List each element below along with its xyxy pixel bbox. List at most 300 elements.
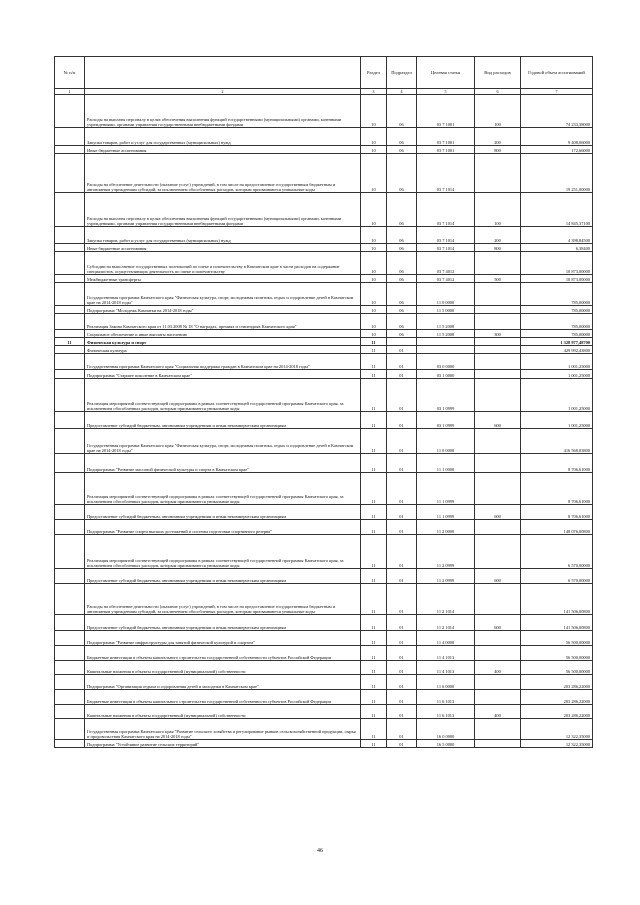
row-subsection: 01 xyxy=(387,520,417,535)
row-section: 11 xyxy=(361,661,387,675)
row-name: Закупка товаров, работ и услуг для государственных (муниципальных) нужд xyxy=(85,227,361,244)
row-section: 11 xyxy=(361,338,387,346)
row-name: Предоставление субсидий бюджетным, автономным учреждениям и иным некоммерческим организациям xyxy=(85,615,361,631)
row-section: 11 xyxy=(361,719,387,740)
row-item: 03 0 0000 xyxy=(417,354,475,370)
row-subsection: 01 xyxy=(387,346,417,354)
row-number xyxy=(55,314,85,330)
row-amount: 56 500,00000 xyxy=(521,661,593,675)
row-section: 11 xyxy=(361,429,387,454)
table-row xyxy=(55,227,593,244)
row-amount: 8 706,61000 xyxy=(521,454,593,473)
table-body xyxy=(55,95,593,748)
row-expense-type: 100 xyxy=(475,193,521,227)
table-row xyxy=(55,346,593,354)
row-subsection: 06 xyxy=(387,283,417,306)
row-subsection: 01 xyxy=(387,690,417,705)
row-number xyxy=(55,705,85,719)
row-section: 11 xyxy=(361,584,387,615)
row-section: 11 xyxy=(361,740,387,748)
row-section: 11 xyxy=(361,505,387,520)
table-row xyxy=(55,520,593,535)
table-row xyxy=(55,615,593,631)
row-name: Межбюджетные трансферты xyxy=(85,275,361,283)
row-expense-type xyxy=(475,379,521,412)
row-expense-type xyxy=(475,454,521,473)
row-item: 03 7 4012 xyxy=(417,252,475,275)
row-item: 11 6 1013 xyxy=(417,690,475,705)
row-name: Иные бюджетные ассигнования xyxy=(85,146,361,154)
row-expense-type: 500 xyxy=(475,275,521,283)
row-amount: 1 001,25000 xyxy=(521,412,593,429)
row-item: 11 1 0999 xyxy=(417,473,475,505)
row-item xyxy=(417,338,475,346)
row-amount: 785,00000 xyxy=(521,314,593,330)
row-name: Предоставление субсидий бюджетным, автономным учреждениям и иным некоммерческим организациям xyxy=(85,505,361,520)
table-row xyxy=(55,330,593,338)
row-item: 11 2 0999 xyxy=(417,569,475,584)
row-subsection: 01 xyxy=(387,370,417,379)
table-row xyxy=(55,690,593,705)
row-number xyxy=(55,330,85,338)
row-subsection: 01 xyxy=(387,569,417,584)
table-row xyxy=(55,283,593,306)
row-subsection: 01 xyxy=(387,705,417,719)
row-subsection: 01 xyxy=(387,615,417,631)
row-section: 10 xyxy=(361,252,387,275)
row-subsection: 01 xyxy=(387,473,417,505)
row-item: 03 1 0999 xyxy=(417,412,475,429)
row-amount: 141 506,00800 xyxy=(521,584,593,615)
row-expense-type: 100 xyxy=(475,95,521,128)
table-row xyxy=(55,314,593,330)
row-item: 11 2 1014 xyxy=(417,615,475,631)
column-number: 4 xyxy=(387,89,417,95)
row-number xyxy=(55,283,85,306)
row-section: 10 xyxy=(361,330,387,338)
table-row xyxy=(55,338,593,346)
row-expense-type xyxy=(475,473,521,505)
row-section: 11 xyxy=(361,520,387,535)
row-amount: 429 992,43800 xyxy=(521,346,593,354)
row-subsection: 01 xyxy=(387,719,417,740)
row-amount: 1 001,25000 xyxy=(521,379,593,412)
row-expense-type: 300 xyxy=(475,330,521,338)
row-subsection: 01 xyxy=(387,646,417,661)
row-section: 11 xyxy=(361,675,387,690)
row-number xyxy=(55,306,85,314)
row-item: 11 4 1013 xyxy=(417,646,475,661)
row-name: Субсидии на выполнение государственных полномочий по опеке и попечительству в Камчатском крае в части расходов на содержание специалистов, осуществляющих деятельность по опеке и попечительству xyxy=(85,252,361,275)
row-section: 10 xyxy=(361,306,387,314)
row-amount: 14 845,37100 xyxy=(521,193,593,227)
row-subsection: 06 xyxy=(387,95,417,128)
row-item: 11 5 2008 xyxy=(417,330,475,338)
row-item xyxy=(417,346,475,354)
row-item: 11 4 1013 xyxy=(417,661,475,675)
row-section: 11 xyxy=(361,473,387,505)
row-section: 11 xyxy=(361,535,387,569)
row-name: Реализация Закона Камчатского края от 11.03.2008 № 18 "О наградах, премиях и стипендиях Камчатского края" xyxy=(85,314,361,330)
table-row xyxy=(55,646,593,661)
row-expense-type xyxy=(475,354,521,370)
row-amount: 785,00000 xyxy=(521,306,593,314)
row-number xyxy=(55,584,85,615)
row-amount: 12 322,35000 xyxy=(521,740,593,748)
row-name: Реализация мероприятий соответствующей подпрограммы в рамках соответствующей государственной программы Камчатского края, за исключением обособленных расходов, которым присваиваются уникальные коды xyxy=(85,473,361,505)
row-name: Реализация мероприятий соответствующей подпрограммы в рамках соответствующей государственной программы Камчатского края, за исключением обособленных расходов, которым присваиваются уникальные коды xyxy=(85,379,361,412)
row-expense-type xyxy=(475,338,521,346)
row-item: 16 0 0000 xyxy=(417,719,475,740)
row-amount: 6 570,00000 xyxy=(521,535,593,569)
row-name: Предоставление субсидий бюджетным, автономным учреждениям и иным некоммерческим организациям xyxy=(85,412,361,429)
row-name: Социальное обеспечение и иные выплаты населению xyxy=(85,330,361,338)
row-name: Физическая культура xyxy=(85,346,361,354)
row-number xyxy=(55,128,85,146)
row-section: 10 xyxy=(361,95,387,128)
row-item: 11 5 2008 xyxy=(417,314,475,330)
row-expense-type xyxy=(475,252,521,275)
row-amount: 416 568,83800 xyxy=(521,429,593,454)
row-item: 03 7 1014 xyxy=(417,154,475,193)
row-section: 10 xyxy=(361,128,387,146)
row-number xyxy=(55,615,85,631)
row-expense-type: 200 xyxy=(475,227,521,244)
row-number xyxy=(55,535,85,569)
row-section: 10 xyxy=(361,314,387,330)
row-item: 03 7 1014 xyxy=(417,227,475,244)
row-name: Бюджетные инвестиции в объекты капитального строительства государственной собственности субъектов Российской Федерации xyxy=(85,690,361,705)
row-amount: 10 873,00000 xyxy=(521,252,593,275)
row-expense-type xyxy=(475,154,521,193)
table-row xyxy=(55,379,593,412)
table-row xyxy=(55,412,593,429)
row-expense-type xyxy=(475,675,521,690)
row-item: 11 1 0999 xyxy=(417,505,475,520)
table-row xyxy=(55,252,593,275)
row-item: 11 6 1013 xyxy=(417,705,475,719)
row-expense-type: 600 xyxy=(475,615,521,631)
row-subsection: 06 xyxy=(387,275,417,283)
row-subsection: 06 xyxy=(387,193,417,227)
row-section: 10 xyxy=(361,283,387,306)
row-expense-type xyxy=(475,584,521,615)
row-item: 11 2 0000 xyxy=(417,520,475,535)
row-number xyxy=(55,193,85,227)
row-amount: 8 706,61000 xyxy=(521,505,593,520)
row-subsection xyxy=(387,338,417,346)
row-amount: 9 408,06000 xyxy=(521,128,593,146)
row-expense-type: 200 xyxy=(475,128,521,146)
row-amount: 6 570,00000 xyxy=(521,569,593,584)
row-section: 10 xyxy=(361,244,387,252)
row-section: 10 xyxy=(361,154,387,193)
row-number xyxy=(55,569,85,584)
column-number: 5 xyxy=(417,89,475,95)
row-expense-type xyxy=(475,429,521,454)
row-amount: 1 328 977,48700 xyxy=(521,338,593,346)
row-name: Государственная программа Камчатского края "Физическая культура, спорт, молодежная политика, отдых и оздоровление детей в Камчатском крае на 2014-2018 годы" xyxy=(85,429,361,454)
row-name: Подпрограмма "Развитие инфраструктуры для занятий физической культурой и спортом" xyxy=(85,631,361,646)
row-subsection: 06 xyxy=(387,154,417,193)
header-name xyxy=(85,57,361,89)
row-subsection: 01 xyxy=(387,661,417,675)
table-row xyxy=(55,128,593,146)
row-number xyxy=(55,370,85,379)
table-row xyxy=(55,661,593,675)
row-section: 11 xyxy=(361,631,387,646)
row-expense-type: 800 xyxy=(475,244,521,252)
row-subsection: 06 xyxy=(387,227,417,244)
row-name: Подпрограмма "Молодежь Камчатки на 2014-2018 годы" xyxy=(85,306,361,314)
row-expense-type xyxy=(475,535,521,569)
row-amount: 785,00000 xyxy=(521,330,593,338)
row-name: Расходы на обеспечение деятельности (оказание услуг) учреждений, в том числе на предоставление государственным бюджетным и автономным учреждениям субсидий, за исключением обособленных расходов, которым присваиваются уникальные коды xyxy=(85,154,361,193)
row-item: 03 1 0999 xyxy=(417,379,475,412)
row-section: 11 xyxy=(361,454,387,473)
table-row xyxy=(55,631,593,646)
header-number: № п/п xyxy=(55,57,85,89)
row-subsection: 01 xyxy=(387,535,417,569)
row-subsection: 01 xyxy=(387,354,417,370)
table-row xyxy=(55,705,593,719)
row-amount: 4 398,84500 xyxy=(521,227,593,244)
row-item: 11 2 1014 xyxy=(417,584,475,615)
table-row xyxy=(55,719,593,740)
header-type: Вид расходов xyxy=(475,57,521,89)
row-amount: 1 001,25000 xyxy=(521,354,593,370)
row-number xyxy=(55,354,85,370)
row-subsection: 01 xyxy=(387,505,417,520)
row-item: 03 7 1001 xyxy=(417,95,475,128)
row-section: 11 xyxy=(361,690,387,705)
row-number xyxy=(55,520,85,535)
row-expense-type xyxy=(475,370,521,379)
row-number xyxy=(55,675,85,690)
table-row xyxy=(55,146,593,154)
row-name: Иные бюджетные ассигнования xyxy=(85,244,361,252)
row-expense-type xyxy=(475,520,521,535)
table-row xyxy=(55,535,593,569)
row-section: 11 xyxy=(361,346,387,354)
table-row xyxy=(55,454,593,473)
row-subsection: 06 xyxy=(387,330,417,338)
row-expense-type xyxy=(475,646,521,661)
budget-table xyxy=(54,56,593,748)
table-row xyxy=(55,306,593,314)
row-subsection: 01 xyxy=(387,631,417,646)
row-item: 03 7 1001 xyxy=(417,128,475,146)
row-expense-type: 400 xyxy=(475,705,521,719)
row-item: 11 1 0000 xyxy=(417,454,475,473)
row-name: Государственная программа Камчатского края "Социальная поддержка граждан в Камчатском крае на 2014-2018 годы" xyxy=(85,354,361,370)
header-item: Целевая статья xyxy=(417,57,475,89)
row-amount: 203 286,22000 xyxy=(521,675,593,690)
row-amount: 6,38400 xyxy=(521,244,593,252)
row-section: 11 xyxy=(361,615,387,631)
row-section: 10 xyxy=(361,275,387,283)
row-name: Подпрограмма "Развитие массовой физической культуры и спорта в Камчатском крае" xyxy=(85,454,361,473)
column-number: 2 xyxy=(85,89,361,95)
row-expense-type: 400 xyxy=(475,661,521,675)
table-row xyxy=(55,584,593,615)
row-number xyxy=(55,473,85,505)
row-name: Государственная программа Камчатского края "Развитие сельского хозяйства и регулирование рынков сельскохозяйственной продукции, сырья и продовольствия Камчатского края на 2014-2018 годы" xyxy=(85,719,361,740)
row-section: 10 xyxy=(361,227,387,244)
row-section: 11 xyxy=(361,569,387,584)
row-section: 11 xyxy=(361,379,387,412)
row-expense-type xyxy=(475,740,521,748)
row-expense-type xyxy=(475,283,521,306)
table-row xyxy=(55,370,593,379)
row-number xyxy=(55,379,85,412)
row-expense-type xyxy=(475,314,521,330)
row-section: 10 xyxy=(361,193,387,227)
table-row xyxy=(55,354,593,370)
row-number xyxy=(55,661,85,675)
row-number xyxy=(55,346,85,354)
row-item: 03 7 1014 xyxy=(417,244,475,252)
row-item: 11 5 0000 xyxy=(417,306,475,314)
table-row xyxy=(55,193,593,227)
row-item: 03 7 4012 xyxy=(417,275,475,283)
row-number xyxy=(55,740,85,748)
header-section: Раздел xyxy=(361,57,387,89)
row-item: 16 5 0000 xyxy=(417,740,475,748)
row-subsection: 06 xyxy=(387,306,417,314)
row-subsection: 06 xyxy=(387,252,417,275)
row-subsection: 06 xyxy=(387,146,417,154)
row-amount: 203 286,22000 xyxy=(521,690,593,705)
row-name: Физическая культура и спорт xyxy=(85,338,361,346)
table-row xyxy=(55,95,593,128)
header-subsection: Подраздел xyxy=(387,57,417,89)
row-item: 03 1 0000 xyxy=(417,370,475,379)
row-subsection: 01 xyxy=(387,740,417,748)
row-name: Подпрограмма "Устойчивое развитие сельских территорий" xyxy=(85,740,361,748)
row-number xyxy=(55,505,85,520)
row-amount: 148 076,00800 xyxy=(521,520,593,535)
row-name: Расходы на обеспечение деятельности (оказание услуг) учреждений, в том числе на предоставление государственным бюджетным и автономным учреждениям субсидий, за исключением обособленных расходов, которым присваиваются уникальные коды xyxy=(85,584,361,615)
row-section: 11 xyxy=(361,354,387,370)
column-number: 3 xyxy=(361,89,387,95)
row-amount: 172,66000 xyxy=(521,146,593,154)
row-name: Подпрограмма "Организация отдыха и оздоровления детей и молодежи в Камчатском крае" xyxy=(85,675,361,690)
row-expense-type: 600 xyxy=(475,505,521,520)
row-amount: 56 500,00000 xyxy=(521,646,593,661)
row-amount: 12 322,35000 xyxy=(521,719,593,740)
row-name: Подпрограмма "Развитие спорта высших достижений и системы подготовки спортивного резерва" xyxy=(85,520,361,535)
table-header xyxy=(55,57,593,95)
table-row xyxy=(55,740,593,748)
row-subsection: 01 xyxy=(387,454,417,473)
row-item: 11 0 0000 xyxy=(417,429,475,454)
table-row xyxy=(55,275,593,283)
row-name: Расходы на выплаты персоналу в целях обеспечения выполнения функций государственными (муниципальными) органами, казенными учреждениями, органами управления государственными внебюджетными фондами xyxy=(85,95,361,128)
row-name: Капитальные вложения в объекты государственной (муниципальной) собственности xyxy=(85,705,361,719)
row-expense-type: 600 xyxy=(475,412,521,429)
row-number xyxy=(55,719,85,740)
row-name: Подпрограмма "Старшее поколение в Камчатском крае" xyxy=(85,370,361,379)
row-number xyxy=(55,95,85,128)
row-item: 03 7 1001 xyxy=(417,146,475,154)
row-amount: 8 706,61000 xyxy=(521,473,593,505)
row-amount: 10 873,00000 xyxy=(521,275,593,283)
row-subsection: 01 xyxy=(387,412,417,429)
row-expense-type xyxy=(475,631,521,646)
row-section: 11 xyxy=(361,646,387,661)
row-number xyxy=(55,154,85,193)
row-subsection: 01 xyxy=(387,675,417,690)
row-number xyxy=(55,146,85,154)
row-number xyxy=(55,690,85,705)
row-amount: 19 251,00000 xyxy=(521,154,593,193)
row-section: 11 xyxy=(361,412,387,429)
row-section: 11 xyxy=(361,370,387,379)
row-item: 11 0 0000 xyxy=(417,283,475,306)
row-subsection: 01 xyxy=(387,584,417,615)
row-subsection: 06 xyxy=(387,244,417,252)
row-amount: 74 233,38000 xyxy=(521,95,593,128)
row-number: 11 xyxy=(55,338,85,346)
header-amount: Годовой объем ассигнований xyxy=(521,57,593,89)
row-expense-type xyxy=(475,306,521,314)
row-expense-type xyxy=(475,719,521,740)
table-row xyxy=(55,429,593,454)
table-row xyxy=(55,505,593,520)
row-name: Предоставление субсидий бюджетным, автономным учреждениям и иным некоммерческим организациям xyxy=(85,569,361,584)
row-name: Расходы на выплаты персоналу в целях обеспечения выполнения функций государственными (муниципальными) органами, казенными учреждениями, органами управления государственными внебюджетными фондами xyxy=(85,193,361,227)
row-section: 10 xyxy=(361,146,387,154)
row-subsection: 06 xyxy=(387,128,417,146)
row-number xyxy=(55,429,85,454)
row-number xyxy=(55,275,85,283)
row-subsection: 06 xyxy=(387,314,417,330)
row-expense-type xyxy=(475,690,521,705)
table-row xyxy=(55,675,593,690)
row-item: 11 2 0999 xyxy=(417,535,475,569)
row-expense-type xyxy=(475,346,521,354)
row-item: 11 4 0000 xyxy=(417,631,475,646)
row-subsection: 01 xyxy=(387,429,417,454)
table-row xyxy=(55,569,593,584)
row-number xyxy=(55,252,85,275)
column-number: 7 xyxy=(521,89,593,95)
table-row xyxy=(55,473,593,505)
row-number xyxy=(55,454,85,473)
row-number xyxy=(55,631,85,646)
row-number xyxy=(55,412,85,429)
row-number xyxy=(55,646,85,661)
row-amount: 785,00000 xyxy=(521,283,593,306)
row-expense-type: 800 xyxy=(475,146,521,154)
page-number: 46 xyxy=(317,848,323,854)
row-number xyxy=(55,244,85,252)
row-item: 11 6 0000 xyxy=(417,675,475,690)
row-amount: 56 500,00000 xyxy=(521,631,593,646)
column-number: 1 xyxy=(55,89,85,95)
column-number: 6 xyxy=(475,89,521,95)
table-row xyxy=(55,154,593,193)
row-name: Реализация мероприятий соответствующей подпрограммы в рамках соответствующей государственной программы Камчатского края, за исключением обособленных расходов, которым присваиваются уникальные коды xyxy=(85,535,361,569)
row-number xyxy=(55,227,85,244)
row-name: Закупка товаров, работ и услуг для государственных (муниципальных) нужд xyxy=(85,128,361,146)
row-expense-type: 600 xyxy=(475,569,521,584)
row-amount: 203 286,22000 xyxy=(521,705,593,719)
row-section: 11 xyxy=(361,705,387,719)
row-item: 03 7 1014 xyxy=(417,193,475,227)
row-name: Капитальные вложения в объекты государственной (муниципальной) собственности xyxy=(85,661,361,675)
